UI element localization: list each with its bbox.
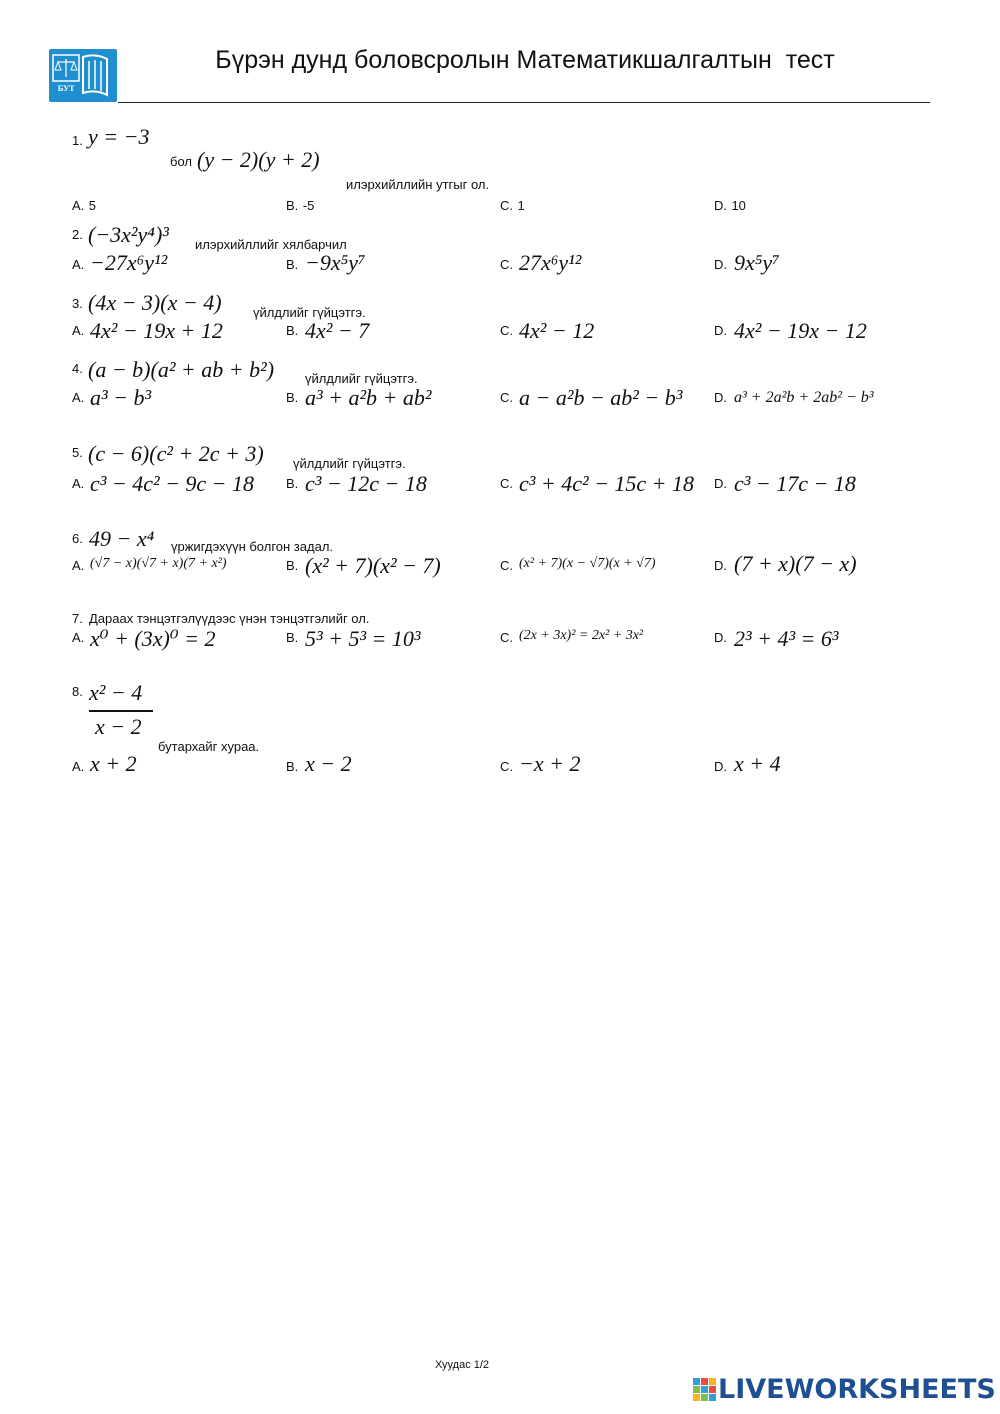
question-6-option-d-label[interactable]: D.: [714, 558, 727, 573]
question-6-option-b[interactable]: (x² + 7)(x² − 7): [305, 553, 441, 578]
question-8-number: 8.: [72, 684, 83, 699]
question-1-option-a[interactable]: A. 5: [72, 198, 96, 213]
question-7-option-a-label[interactable]: A.: [72, 630, 85, 645]
question-5-option-c[interactable]: c³ + 4c² − 15c + 18: [519, 471, 695, 496]
question-8-option-d[interactable]: x + 4: [734, 751, 781, 776]
question-3-option-d-label[interactable]: D.: [714, 323, 727, 338]
question-1-expression: (y − 2)(y + 2): [197, 147, 320, 172]
question-5-option-c-label[interactable]: C.: [500, 476, 513, 491]
page-title: Бүрэн дунд боловсролын Математикшалгалтын тест: [215, 46, 835, 74]
question-6-option-b-label[interactable]: B.: [286, 558, 299, 573]
question-6-option-a-label[interactable]: A.: [72, 558, 85, 573]
question-3-expression: (4x − 3)(x − 4): [88, 290, 222, 315]
question-8-option-a-label[interactable]: A.: [72, 759, 85, 774]
question-1-condition: y = −3: [88, 124, 150, 149]
question-4-option-c-label[interactable]: C.: [500, 390, 513, 405]
question-8-denominator: x − 2: [95, 714, 142, 739]
question-7-text: Дараах тэнцэтгэлүүдээс үнэн тэнцэтгэлийг ол.: [89, 611, 370, 626]
question-5-expression: (c − 6)(c² + 2c + 3): [88, 441, 264, 466]
question-3-option-b-label[interactable]: B.: [286, 323, 299, 338]
question-4-option-a-label[interactable]: A.: [72, 390, 85, 405]
question-2-option-b-label[interactable]: B.: [286, 257, 299, 272]
liveworksheets-logo-icon: [693, 1378, 715, 1400]
question-3-number: 3.: [72, 296, 83, 311]
question-6-number: 6.: [72, 531, 83, 546]
question-2-option-b[interactable]: −9x⁵y⁷: [305, 250, 366, 275]
question-4-option-a[interactable]: a³ − b³: [90, 385, 152, 410]
header-divider: [118, 102, 930, 103]
question-1-middle-text: бол: [170, 154, 192, 169]
question-3-option-a[interactable]: 4x² − 19x + 12: [90, 318, 223, 343]
question-5-number: 5.: [72, 445, 83, 460]
page-number: Хуудас 1/2: [434, 1359, 490, 1371]
liveworksheets-brand[interactable]: [693, 1373, 996, 1405]
question-7-option-b[interactable]: 5³ + 5³ = 10³: [305, 626, 421, 651]
question-7-option-d-label[interactable]: D.: [714, 630, 727, 645]
question-7-number: 7.: [72, 611, 83, 626]
question-6-text: үржигдэхүүн болгон задал.: [171, 539, 334, 554]
question-5-option-a[interactable]: c³ − 4c² − 9c − 18: [90, 471, 255, 496]
question-2-option-d[interactable]: 9x⁵y⁷: [734, 250, 780, 275]
question-4-option-b[interactable]: a³ + a²b + ab²: [305, 385, 432, 410]
question-8-option-b-label[interactable]: B.: [286, 759, 299, 774]
question-3-option-a-label[interactable]: A.: [72, 323, 85, 338]
question-6-option-a[interactable]: (√7 − x)(√7 + x)(7 + x²): [90, 556, 227, 571]
question-7-option-d[interactable]: 2³ + 4³ = 6³: [734, 626, 839, 651]
question-8-option-a[interactable]: x + 2: [90, 751, 137, 776]
question-3-option-b[interactable]: 4x² − 7: [305, 318, 370, 343]
question-2-option-c[interactable]: 27x⁶y¹²: [519, 250, 582, 275]
brand-name: LIVEWORKSHEETS: [718, 1373, 996, 1405]
school-logo: [49, 49, 117, 102]
fraction-bar: [89, 710, 153, 712]
question-1-text: илэрхийллийн утгыг ол.: [346, 177, 490, 192]
question-1-option-d[interactable]: D. 10: [714, 198, 746, 213]
question-5-option-b-label[interactable]: B.: [286, 476, 299, 491]
question-8-text: бутархайг хураа.: [158, 739, 260, 754]
question-6-option-c-label[interactable]: C.: [500, 558, 513, 573]
question-4-option-c[interactable]: a − a²b − ab² − b³: [519, 385, 683, 410]
question-2-option-a[interactable]: −27x⁶y¹²: [90, 250, 168, 275]
question-3-text: үйлдлийг гүйцэтгэ.: [253, 305, 366, 320]
question-8-option-b[interactable]: x − 2: [305, 751, 352, 776]
logo-text: БУТ: [57, 84, 75, 93]
question-4-expression: (a − b)(a² + ab + b²): [88, 357, 275, 382]
question-8-option-d-label[interactable]: D.: [714, 759, 727, 774]
question-2-option-d-label[interactable]: D.: [714, 257, 727, 272]
question-8-option-c-label[interactable]: C.: [500, 759, 513, 774]
question-7-option-c-label[interactable]: C.: [500, 630, 513, 645]
question-2-expression: (−3x²y⁴)³: [88, 222, 169, 247]
question-4-option-b-label[interactable]: B.: [286, 390, 299, 405]
question-7-option-b-label[interactable]: B.: [286, 630, 299, 645]
question-2-number: 2.: [72, 227, 83, 242]
question-5-option-d-label[interactable]: D.: [714, 476, 727, 491]
question-5-option-a-label[interactable]: A.: [72, 476, 85, 491]
question-3-option-c[interactable]: 4x² − 12: [519, 318, 595, 343]
question-4-option-d-label[interactable]: D.: [714, 390, 727, 405]
question-4-text: үйлдлийг гүйцэтгэ.: [305, 371, 418, 386]
question-1-option-c[interactable]: C. 1: [500, 198, 525, 213]
question-3-option-c-label[interactable]: C.: [500, 323, 513, 338]
question-6-option-c[interactable]: (x² + 7)(x − √7)(x + √7): [519, 556, 656, 571]
question-2-text: илэрхийллийг хялбарчил: [195, 237, 347, 252]
question-6-option-d[interactable]: (7 + x)(7 − x): [734, 551, 857, 576]
book-scales-icon: [49, 49, 117, 102]
question-5-text: үйлдлийг гүйцэтгэ.: [293, 456, 406, 471]
question-7-option-a[interactable]: x⁰ + (3x)⁰ = 2: [90, 626, 216, 651]
question-7-option-c[interactable]: (2x + 3x)² = 2x² + 3x²: [519, 628, 644, 643]
question-5-option-b[interactable]: c³ − 12c − 18: [305, 471, 427, 496]
question-1-number: 1.: [72, 133, 83, 148]
question-8-numerator: x² − 4: [89, 680, 143, 705]
question-8-option-c[interactable]: −x + 2: [519, 751, 581, 776]
question-6-expression: 49 − x⁴: [89, 526, 155, 551]
question-2-option-c-label[interactable]: C.: [500, 257, 513, 272]
question-4-number: 4.: [72, 361, 83, 376]
question-1-option-b[interactable]: B. -5: [286, 198, 315, 213]
question-2-option-a-label[interactable]: A.: [72, 257, 85, 272]
question-3-option-d[interactable]: 4x² − 19x − 12: [734, 318, 867, 343]
question-4-option-d[interactable]: a³ + 2a²b + 2ab² − b³: [734, 389, 874, 406]
question-5-option-d[interactable]: c³ − 17c − 18: [734, 471, 856, 496]
